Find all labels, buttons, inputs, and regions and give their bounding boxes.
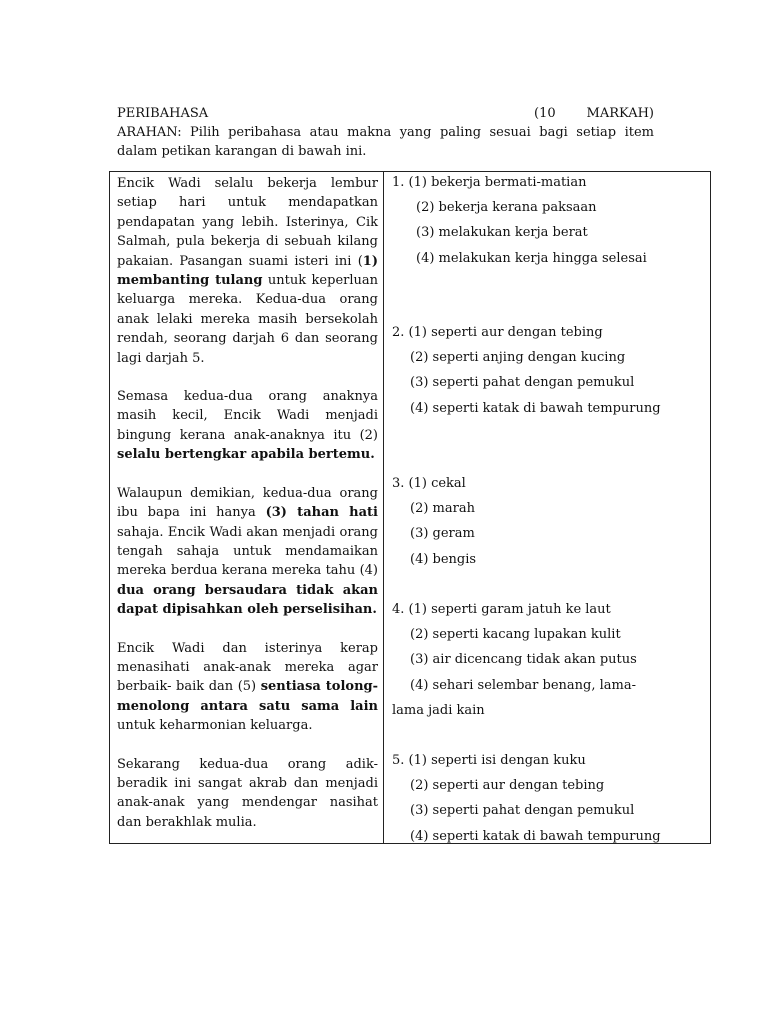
option: (2) marah <box>410 501 475 517</box>
passage-paragraph-4: Encik Wadi dan isterinya kerap menasihati anak-anak mereka agar berbaik- baik dan (5) sentiasa tolong-menolong antara satu sama lain untuk keharmonian keluarga. <box>117 640 379 734</box>
marks-number: (10 <box>534 106 556 121</box>
option: (3) air dicencang tidak akan putus <box>410 652 637 668</box>
item-3-phrase: (3) tahan hati <box>265 505 378 521</box>
question-1 <box>392 170 708 271</box>
options-column <box>384 172 710 843</box>
question-2 <box>392 320 708 421</box>
passage-paragraph-3: Walaupun demikian, kedua-dua orang ibu bapa ini hanya (3) tahan hati sahaja. Encik Wadi akan menjadi orang tengah sahaja untuk mendamaikan mereka berdua kerana mereka tahu (4) dua orang bersaudara tidak akan dapat dipisahkan oleh perselisihan. <box>117 485 378 618</box>
option: 5. (1) seperti isi dengan kuku <box>392 753 586 768</box>
option: (4) melakukan kerja hingga selesai <box>416 250 647 266</box>
option: (2) bekerja kerana paksaan <box>416 200 597 216</box>
option: (3) seperti pahat dengan pemukul <box>410 803 635 819</box>
passage-paragraph-1: Encik Wadi selalu bekerja lembur setiap hari untuk mendapatkan pendapatan yang lebih. Isterinya, Cik Salmah, pula bekerja di sebuah kilang pakaian. Pasangan suami isteri ini (1) membanting tulang untuk keperluan keluarga mereka. Kedua-dua orang anak lelaki mereka masih bersekolah rendah, seorang darjah 6 dan seorang lagi darjah 5. <box>117 176 378 366</box>
header-row <box>117 104 654 123</box>
item-2-phrase: selalu bertengkar apabila bertemu. <box>117 447 375 463</box>
option: 2. (1) seperti aur dengan tebing <box>392 325 603 340</box>
exercise-header <box>117 104 654 161</box>
passage-paragraph-2: Semasa kedua-dua orang anaknya masih kecil, Encik Wadi menjadi bingung kerana anak-anaknya itu (2) selalu bertengkar apabila bertemu. <box>117 389 378 463</box>
option: (4) sehari selembar benang, lama- <box>410 677 636 693</box>
item-4-phrase: dua orang bersaudara tidak akan dapat dipisahkan oleh perselisihan. <box>117 582 378 618</box>
option: (4) seperti katak di bawah tempurung <box>410 828 661 844</box>
question-5 <box>392 748 708 849</box>
option: (3) geram <box>410 526 475 542</box>
option: 1. (1) bekerja bermati-matian <box>392 175 587 190</box>
marks-label <box>534 104 654 123</box>
exercise-table <box>109 171 711 844</box>
option: 3. (1) cekal <box>392 476 466 491</box>
section-title: PERIBAHASA <box>117 106 209 121</box>
question-4 <box>392 597 708 723</box>
item-5-phrase: sentiasa tolong-menolong antara satu sama lain <box>117 679 379 714</box>
option: (4) bengis <box>410 551 477 567</box>
option: (2) seperti aur dengan tebing <box>410 778 605 794</box>
option: (4) seperti katak di bawah tempurung <box>410 400 661 416</box>
item-1-phrase: 1) membanting tulang <box>117 253 378 289</box>
question-3 <box>392 471 708 572</box>
instruction-text: ARAHAN: Pilih peribahasa atau makna yang paling sesuai bagi setiap item dalam petikan karangan di bawah ini. <box>117 125 654 159</box>
passage-column <box>110 172 384 843</box>
option: (3) seperti pahat dengan pemukul <box>410 375 635 391</box>
marks-text: MARKAH) <box>586 106 654 121</box>
passage-paragraph-5: Sekarang kedua-dua orang adik-beradik ini sangat akrab dan menjadi anak-anak yang mendengar nasihat dan berakhlak mulia. <box>117 756 378 830</box>
option: (3) melakukan kerja berat <box>416 225 588 241</box>
option: 4. (1) seperti garam jatuh ke laut <box>392 602 611 617</box>
option: lama jadi kain <box>392 702 485 718</box>
option: (2) seperti anjing dengan kucing <box>410 350 626 366</box>
option: (2) seperti kacang lupakan kulit <box>410 627 621 643</box>
